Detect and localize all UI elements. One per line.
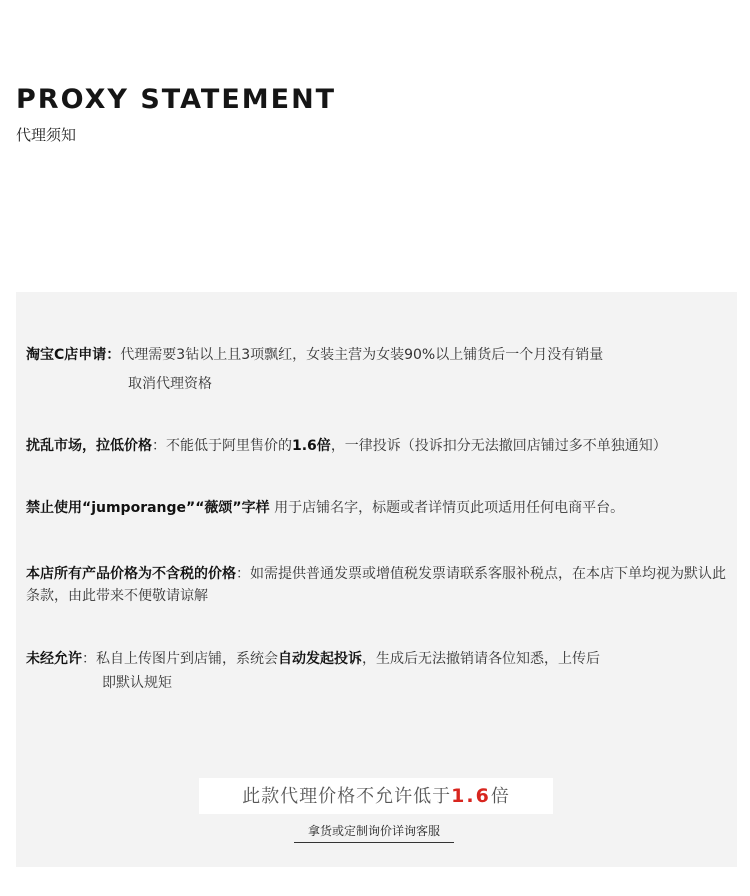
rule-price-text: 不能低于阿里售价的 bbox=[166, 438, 292, 454]
rule-price bbox=[26, 435, 731, 457]
rule-tax bbox=[26, 563, 731, 607]
rule-taobao-label: 淘宝C店申请： bbox=[26, 347, 121, 363]
rules-panel bbox=[16, 292, 737, 867]
rule-price-text-2: ，一律投诉（投诉扣分无法撤回店铺过多不单独通知） bbox=[330, 438, 667, 454]
rule-price-label: 扰乱市场，拉低价格 bbox=[26, 438, 152, 454]
price-notice-highlight: 1.6 bbox=[451, 785, 491, 807]
rule-upload-sep: ： bbox=[82, 651, 96, 667]
rule-brand-label: 禁止使用“jumporange”“薇颂”字样 bbox=[26, 500, 270, 516]
contact-service-link[interactable]: 拿货或定制询价详询客服 bbox=[294, 822, 454, 843]
rule-price-sep: ： bbox=[152, 438, 166, 454]
rule-upload-text: 私自上传图片到店铺，系统会 bbox=[96, 651, 278, 667]
rule-taobao-continuation: 取消代理资格 bbox=[128, 376, 212, 392]
rule-upload-label: 未经允许 bbox=[26, 651, 82, 667]
rule-upload bbox=[26, 648, 731, 694]
rule-tax-text: 如需提供普通发票或增值税发票请联系客服补税点，在本店下单均视为默认此条款，由此带来不便敬请谅解 bbox=[26, 566, 726, 604]
rule-taobao bbox=[26, 344, 731, 395]
rule-taobao-text: 代理需要3钻以上且3项飘红，女装主营为女装90%以上铺货后一个月没有销量 bbox=[120, 347, 604, 363]
page-title: PROXY STATEMENT bbox=[16, 84, 337, 115]
rule-brand-text: 用于店铺名字，标题或者详情页此项适用任何电商平台。 bbox=[269, 500, 625, 516]
price-notice-suffix: 倍 bbox=[490, 786, 510, 807]
rule-upload-text-2: ，生成后无法撤销请各位知悉，上传后 bbox=[362, 651, 600, 667]
price-notice-text: 此款代理价格不允许低于 bbox=[242, 786, 452, 807]
price-notice-box bbox=[199, 778, 553, 814]
page-subtitle: 代理须知 bbox=[16, 126, 77, 144]
rule-tax-sep: ： bbox=[236, 566, 250, 582]
rule-upload-emphasis: 自动发起投诉 bbox=[278, 651, 362, 667]
rule-tax-label: 本店所有产品价格为不含税的价格 bbox=[26, 566, 236, 582]
rule-brand bbox=[26, 497, 731, 519]
rule-upload-continuation: 即默认规矩 bbox=[102, 675, 172, 691]
rule-price-emphasis: 1.6倍 bbox=[292, 438, 331, 454]
